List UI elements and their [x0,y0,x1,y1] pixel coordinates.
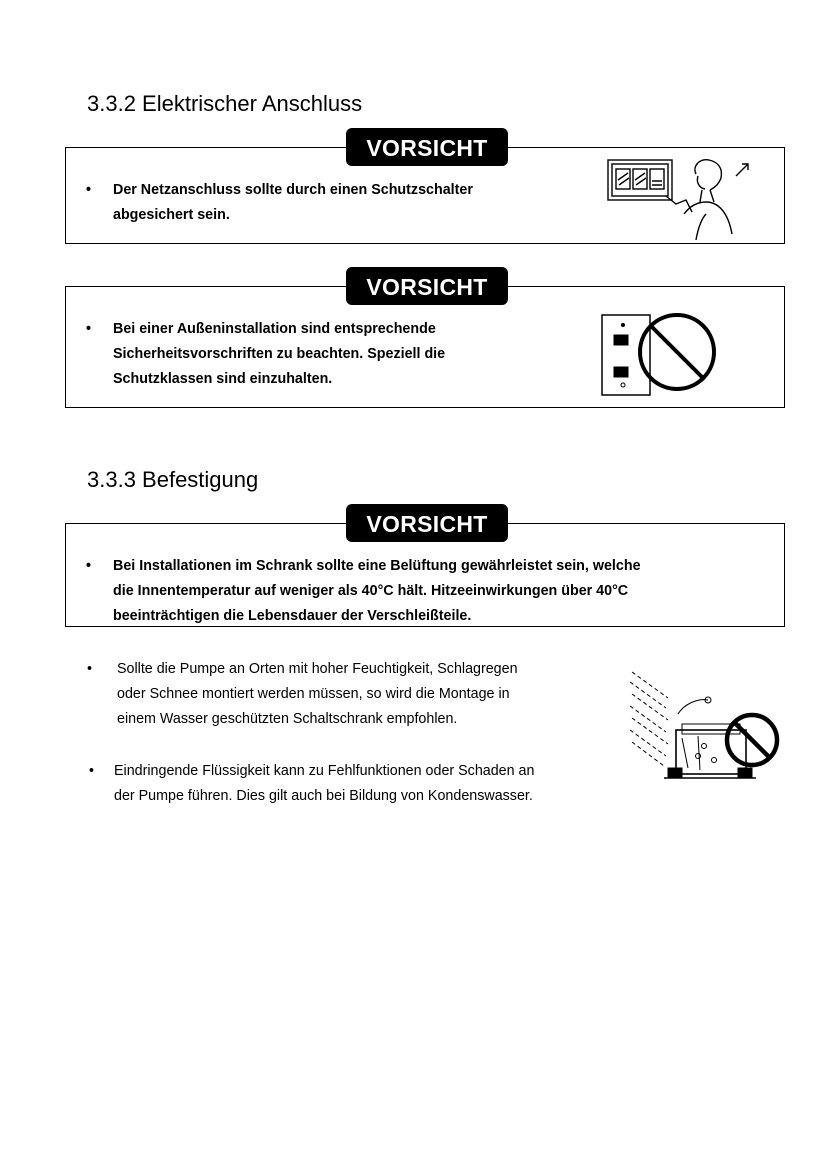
caution-item [86,178,473,228]
caution-box-breaker [65,135,785,244]
circuit-breaker-person-icon [606,154,756,240]
caution-box-cabinet [65,511,785,627]
caution-badge: VORSICHT [346,128,508,166]
moisture-list [87,657,518,732]
bullet-symbol: • [89,763,95,779]
liquid-line: der Pumpe führen. Dies gilt auch bei Bildung von Kondenswasser. [114,788,533,804]
bullet-symbol: • [86,182,92,198]
caution-line: die Innentemperatur auf weniger als 40°C hält. Hitzeeinwirkungen über 40°C [113,583,629,599]
moisture-line: einem Wasser geschützten Schaltschrank empfohlen. [117,711,458,727]
caution-item [86,317,445,392]
caution-line: Sicherheitsvorschriften zu beachten. Speziell die [113,346,446,362]
caution-line: abgesichert sein. [113,207,230,223]
bullet-symbol: • [86,321,92,337]
moisture-line: Sollte die Pumpe an Orten mit hoher Feuchtigkeit, Schlagregen [117,661,518,677]
caution-box-outdoor [65,274,785,408]
section-heading-electrical: 3.3.2 Elektrischer Anschluss [87,91,363,116]
caution-list [86,178,473,228]
liquid-list [89,759,534,809]
caution-item [86,554,641,629]
caution-line: Der Netzanschluss sollte durch einen Schutzschalter [113,182,473,198]
caution-badge: VORSICHT [346,504,508,542]
bullet-symbol: • [87,661,93,677]
caution-list [86,317,445,392]
caution-list [86,554,641,629]
pump-in-rain-prohibited-icon [628,668,784,788]
caution-line: Bei einer Außeninstallation sind entsprechende [113,321,436,337]
moisture-item [87,657,518,732]
section-heading-mounting: 3.3.3 Befestigung [87,467,259,492]
outlet-prohibited-icon [600,297,725,397]
bullet-symbol: • [86,558,92,574]
caution-badge: VORSICHT [346,267,508,305]
liquid-item [89,759,534,809]
caution-line: Schutzklassen sind einzuhalten. [113,371,333,387]
caution-line: Bei Installationen im Schrank sollte eine Belüftung gewährleistet sein, welche [113,558,641,574]
liquid-line: Eindringende Flüssigkeit kann zu Fehlfunktionen oder Schaden an [114,763,535,779]
caution-line: beeinträchtigen die Lebensdauer der Verschleißteile. [113,608,472,624]
moisture-line: oder Schnee montiert werden müssen, so wird die Montage in [117,686,510,702]
